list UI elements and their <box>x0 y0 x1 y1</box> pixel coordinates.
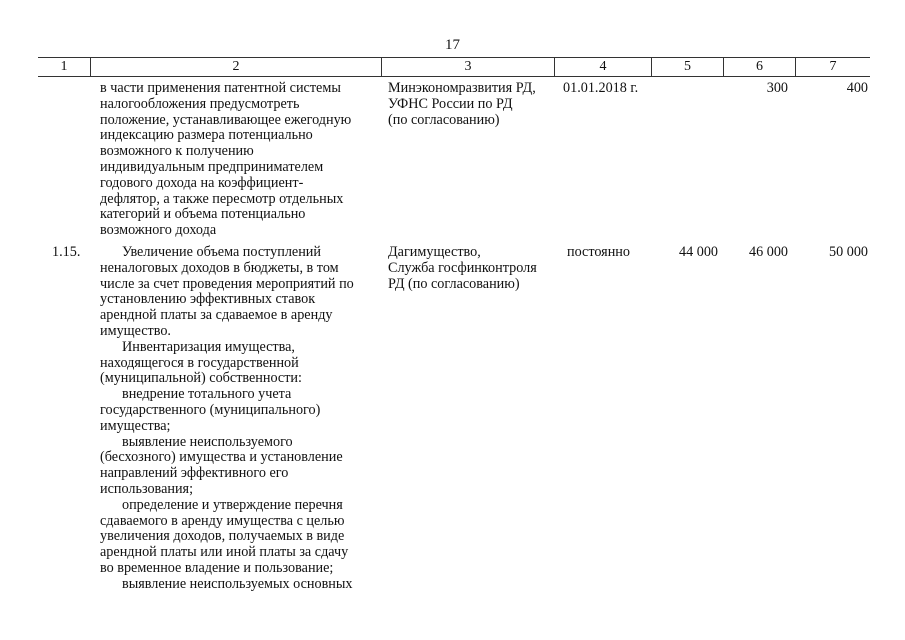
row-b-number: 1.15. <box>52 244 81 260</box>
text-line: определение и утверждение перечня <box>122 496 343 513</box>
text-line: сдаваемого в аренду имущества с целью <box>100 512 345 529</box>
text-line: внедрение тотального учета <box>122 386 292 403</box>
row-b-description <box>100 245 385 593</box>
text-line: имущество. <box>100 322 171 339</box>
row-a-description <box>100 81 385 239</box>
text-line: числе за счет проведения мероприятий по <box>100 275 354 292</box>
text-line: установлению эффективных ставок <box>100 291 316 308</box>
text-line: государственного (муниципального) <box>100 401 321 418</box>
header-col-6: 6 <box>724 58 796 76</box>
row-b-deadline: постоянно <box>567 244 630 260</box>
page-number: 17 <box>445 37 460 53</box>
text-line: в части применения патентной системы <box>100 80 341 96</box>
text-line: категорий и объема потенциально <box>100 206 306 223</box>
row-a-responsible <box>388 81 560 128</box>
text-line: имущества; <box>100 417 171 434</box>
header-col-5: 5 <box>652 58 724 76</box>
header-col-4: 4 <box>555 58 652 76</box>
text-line: дефлятор, а также пересмотр отдельных <box>100 190 344 207</box>
row-b-value-7: 50 000 <box>828 244 868 260</box>
row-a-value-6: 300 <box>766 80 788 96</box>
row-a-deadline: 01.01.2018 г. <box>563 80 639 96</box>
row-b-responsible <box>388 245 560 292</box>
row-b-value-5: 44 000 <box>678 244 718 260</box>
text-line: выявление неиспользуемых основных <box>122 575 353 592</box>
text-line: Служба госфинконтроля <box>388 259 537 276</box>
row-a-value-7: 400 <box>846 80 868 96</box>
text-line: арендной платы за сдаваемое в аренду <box>100 307 333 324</box>
text-line: годового дохода на коэффициент- <box>100 174 304 191</box>
text-line: неналоговых доходов в бюджеты, в том <box>100 259 339 276</box>
header-col-3: 3 <box>382 58 555 76</box>
header-col-1: 1 <box>38 58 91 76</box>
text-line: положение, устанавливающее ежегодную <box>100 111 352 128</box>
text-line: находящегося в государственной <box>100 354 299 371</box>
text-line: УФНС России по РД <box>388 95 513 112</box>
header-col-7: 7 <box>829 59 837 74</box>
text-line: использования; <box>100 480 194 497</box>
text-line: увеличения доходов, получаемых в виде <box>100 528 345 545</box>
header-col-2: 2 <box>91 58 382 76</box>
text-line: РД (по согласованию) <box>388 275 520 292</box>
text-line: (муниципальной) собственности: <box>100 370 302 387</box>
text-line: возможного к получению <box>100 143 254 160</box>
text-line: (по согласованию) <box>388 111 500 128</box>
text-line: арендной платы или иной платы за сдачу <box>100 544 349 561</box>
text-line: (бесхозного) имущества и установление <box>100 449 343 466</box>
text-line: во временное владение и пользование; <box>100 559 334 576</box>
text-line: направлений эффективного его <box>100 465 289 482</box>
text-line: Минэкономразвития РД, <box>388 80 536 96</box>
text-line: Дагимущество, <box>388 244 481 260</box>
text-line: налогообложения предусмотреть <box>100 95 300 112</box>
text-line: выявление неиспользуемого <box>122 433 293 450</box>
text-line: индивидуальным предпринимателем <box>100 158 324 175</box>
text-line: Увеличение объема поступлений <box>122 244 321 260</box>
row-b-value-6: 46 000 <box>748 244 788 260</box>
table-header-row <box>38 57 870 77</box>
text-line: возможного дохода <box>100 222 217 239</box>
text-line: индексацию размера потенциально <box>100 127 313 144</box>
text-line: Инвентаризация имущества, <box>122 338 295 355</box>
